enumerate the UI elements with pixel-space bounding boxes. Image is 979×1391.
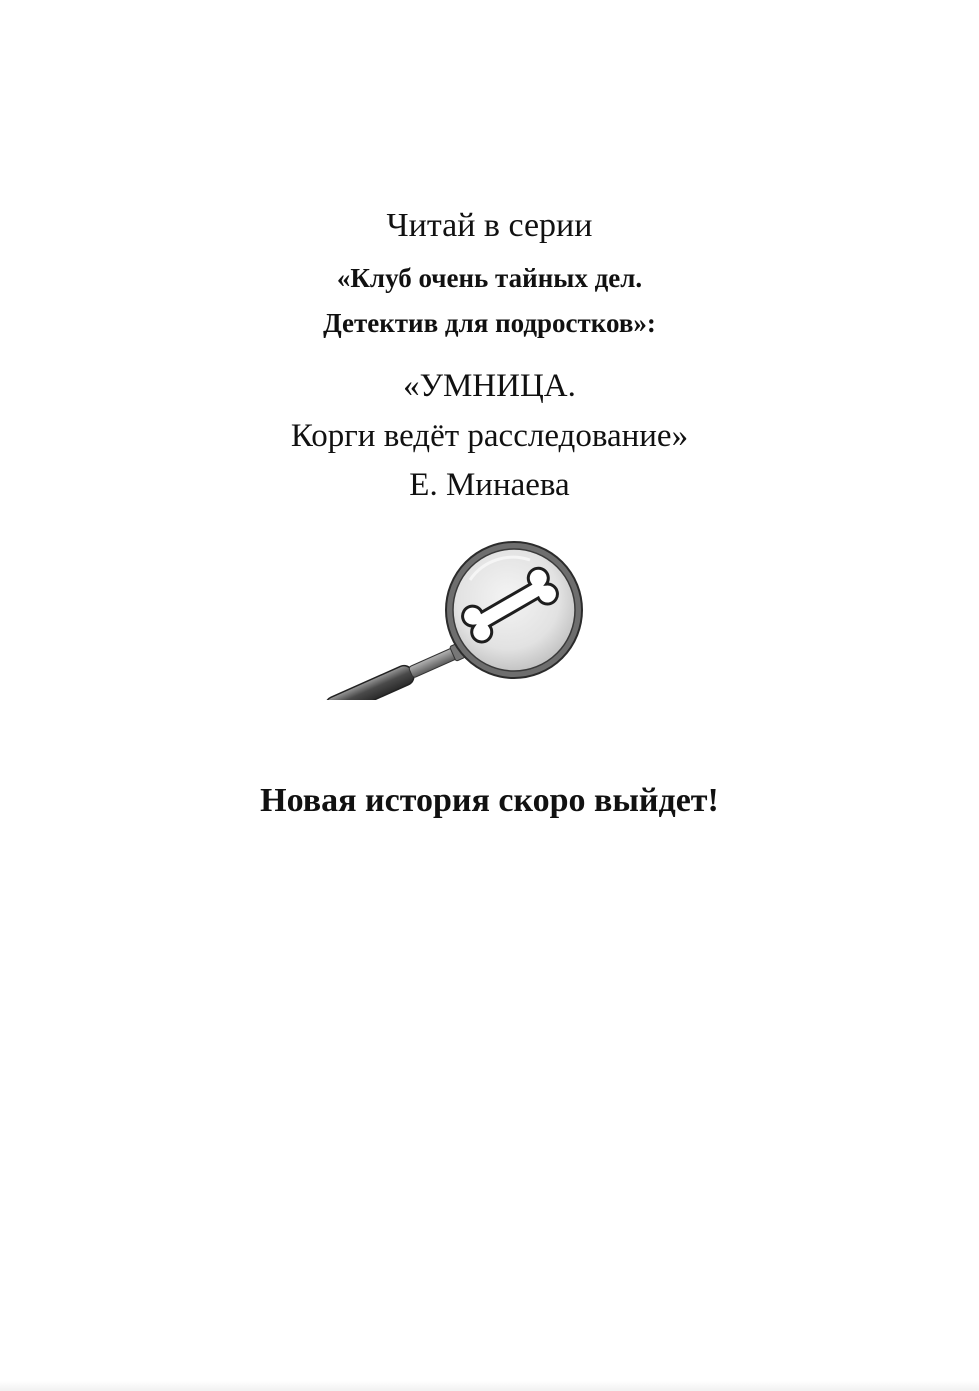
series-title-line-1: «Клуб очень тайных дел. <box>336 263 643 293</box>
page-bottom-edge <box>0 1381 979 1391</box>
magnifying-glass-bone-icon <box>300 540 600 700</box>
series-title-line-2: Детектив для подростков»: <box>323 308 656 338</box>
series-intro: Читай в серии <box>386 207 593 244</box>
book-title-line-2: Корги ведёт расследование» <box>290 418 689 454</box>
book-title-line-1: «УМНИЦА. <box>403 368 576 404</box>
coming-soon-announcement: Новая история скоро выйдет! <box>260 782 719 819</box>
book-author: Е. Минаева <box>409 467 570 503</box>
